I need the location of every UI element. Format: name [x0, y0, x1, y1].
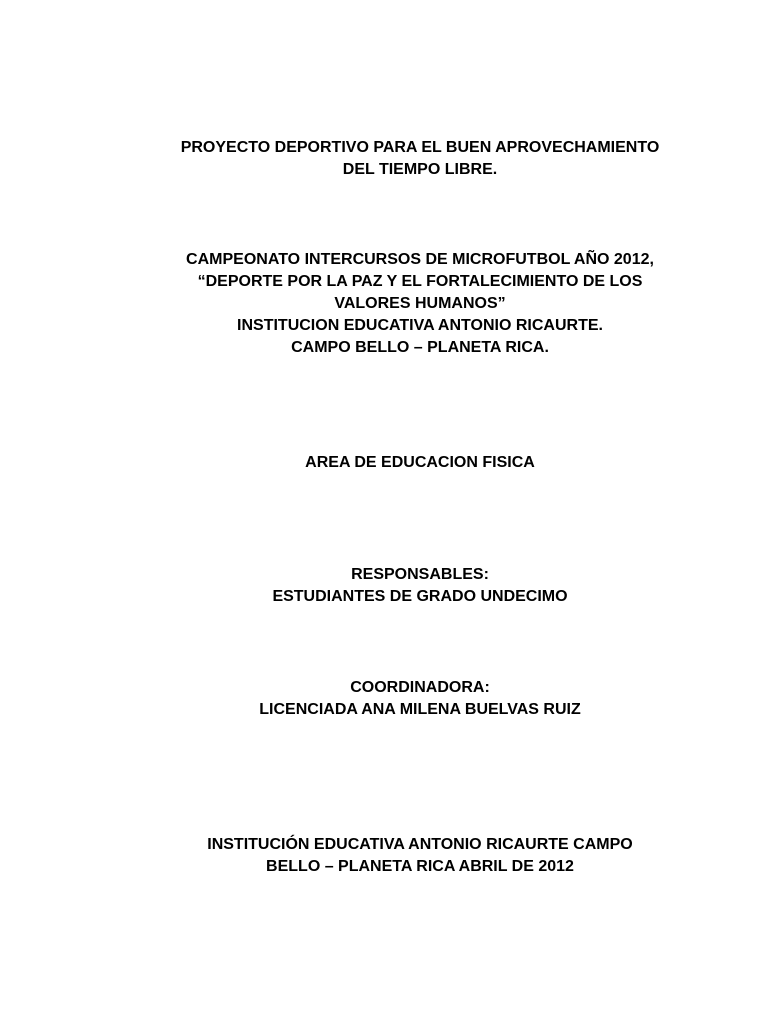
- event-line-3: VALORES HUMANOS”: [334, 295, 506, 312]
- coordinadora-heading: COORDINADORA:: [350, 679, 490, 696]
- project-title-line-1: PROYECTO DEPORTIVO PARA EL BUEN APROVECHAMIENTO: [180, 139, 660, 156]
- location: CAMPO BELLO – PLANETA RICA.: [291, 339, 549, 356]
- event-description: [0, 249, 768, 359]
- coordinadora-value: LICENCIADA ANA MILENA BUELVAS RUIZ: [259, 701, 581, 718]
- responsables-section: [0, 564, 768, 608]
- footer-institution-date: [0, 834, 768, 878]
- responsables-value: ESTUDIANTES DE GRADO UNDECIMO: [272, 588, 568, 605]
- footer-line-2: BELLO – PLANETA RICA ABRIL DE 2012: [266, 858, 574, 875]
- project-title-line-2: DEL TIEMPO LIBRE.: [342, 161, 498, 178]
- subject-area: [0, 452, 768, 474]
- footer-line-1: INSTITUCIÓN EDUCATIVA ANTONIO RICAURTE CAMPO: [207, 836, 633, 853]
- coordinadora-section: [0, 677, 768, 721]
- responsables-heading: RESPONSABLES:: [351, 566, 489, 583]
- institution-name: INSTITUCION EDUCATIVA ANTONIO RICAURTE.: [237, 317, 603, 334]
- subject-area-text: AREA DE EDUCACION FISICA: [305, 454, 535, 471]
- project-title: [0, 137, 768, 181]
- event-line-2: “DEPORTE POR LA PAZ Y EL FORTALECIMIENTO DE LOS: [197, 273, 643, 290]
- event-line-1: CAMPEONATO INTERCURSOS DE MICROFUTBOL AÑO 2012,: [186, 251, 654, 268]
